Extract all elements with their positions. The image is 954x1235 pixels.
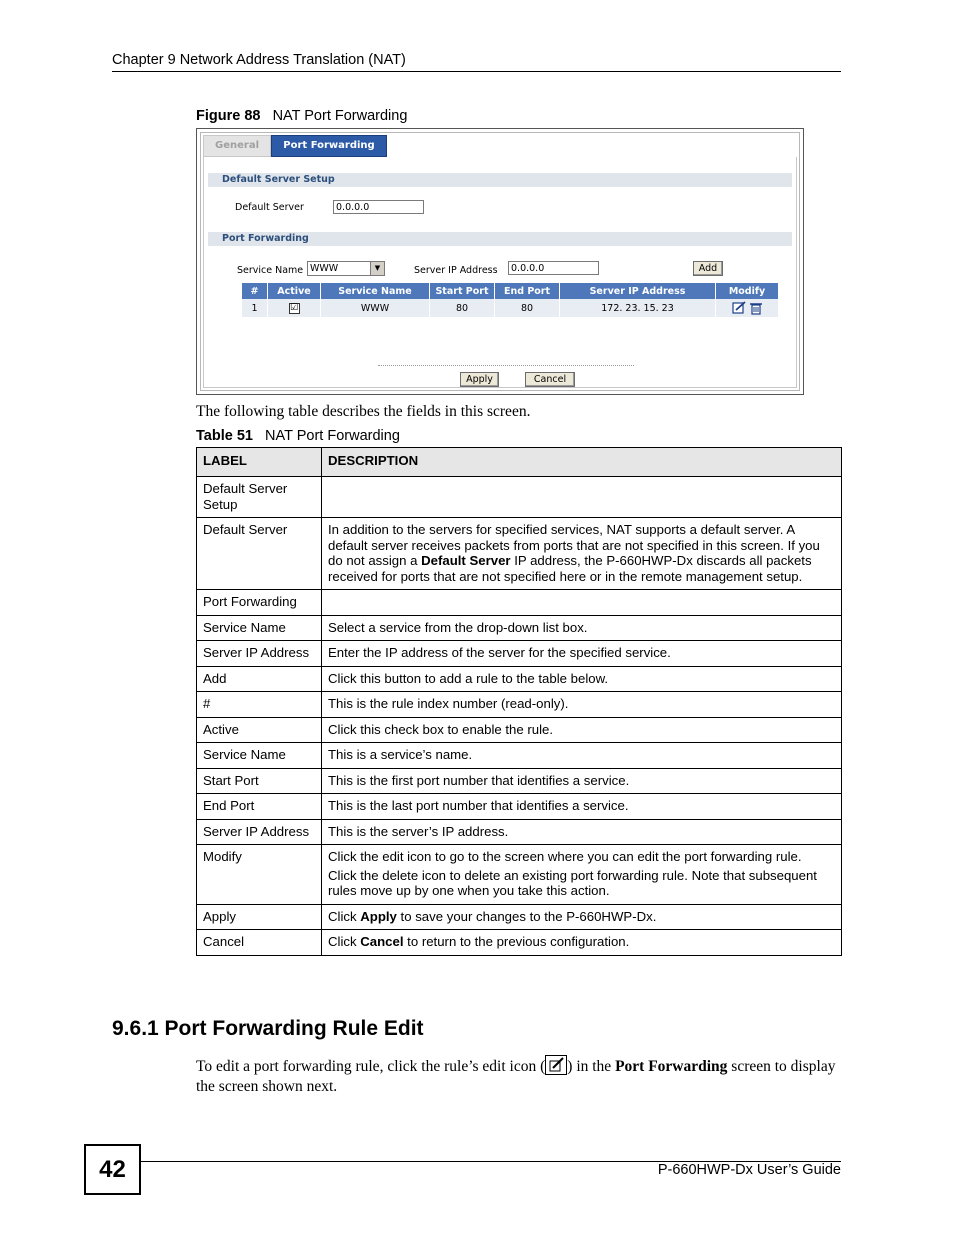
- description-paragraph: [328, 620, 836, 636]
- description-paragraph: [328, 849, 836, 865]
- port-forwarding-band: Port Forwarding: [208, 232, 792, 246]
- table-caption: [196, 428, 400, 444]
- intro-text: The following table describes the fields in this screen.: [196, 403, 531, 420]
- table-row: [242, 299, 778, 317]
- description-table-header: [197, 448, 842, 477]
- table-row: [197, 477, 842, 518]
- table-row: [197, 845, 842, 905]
- description-paragraph: [328, 798, 836, 814]
- description-text: Click this button to add a rule to the table below.: [328, 670, 609, 686]
- label-header: LABEL: [197, 448, 322, 477]
- description-paragraph: [328, 722, 836, 738]
- col-server-ip: Server IP Address: [560, 283, 716, 299]
- table-row: [197, 930, 842, 956]
- description-text: In addition to the servers for specified services, NAT supports a default server. A default server receives packets from ports that are not specified in this screen. If you do not assign a: [328, 522, 820, 568]
- row-label: Service Name: [197, 615, 322, 641]
- description-bold: Cancel: [360, 934, 404, 949]
- description-text: This is the rule index number (read-only).: [328, 696, 569, 711]
- row-description: [322, 930, 842, 956]
- add-button[interactable]: Add: [693, 261, 723, 276]
- description-paragraph: [328, 645, 836, 661]
- row-description: [322, 845, 842, 905]
- table-row: [197, 615, 842, 641]
- table-row: [197, 518, 842, 590]
- row-description: [322, 904, 842, 930]
- figure-title: NAT Port Forwarding: [272, 108, 408, 124]
- default-server-input[interactable]: 0.0.0.0: [333, 200, 424, 214]
- row-label: Server IP Address: [197, 641, 322, 667]
- description-text: Click: [328, 908, 361, 924]
- row-server-ip: 172. 23. 15. 23: [560, 299, 716, 317]
- description-text: This is the first port number that identifies a service.: [328, 772, 630, 788]
- description-bold: Default Server: [421, 553, 511, 568]
- separator-line: [378, 365, 634, 366]
- row-description: [322, 692, 842, 718]
- apply-button[interactable]: Apply: [460, 372, 499, 387]
- service-name-value: WWW: [310, 263, 339, 274]
- row-label: #: [197, 692, 322, 718]
- screen-frame: [200, 132, 800, 391]
- description-text: This is the server’s IP address.: [328, 823, 509, 839]
- row-description: [322, 590, 842, 616]
- description-text: Select a service from the drop-down list box.: [328, 619, 588, 635]
- row-description: [322, 518, 842, 590]
- table-row: [197, 743, 842, 769]
- row-description: [322, 794, 842, 820]
- nat-port-forwarding-screenshot: [196, 128, 804, 395]
- col-active: Active: [268, 283, 321, 299]
- row-label: Apply: [197, 904, 322, 930]
- table-row: [197, 666, 842, 692]
- cancel-button[interactable]: Cancel: [525, 372, 575, 387]
- description-text: Click: [328, 934, 361, 949]
- description-text: IP address, the P-660HWP-Dx discards all packets received for ports that are not specified here or in the remote management setup.: [328, 553, 812, 584]
- delete-icon[interactable]: [750, 304, 762, 314]
- page-number: 42: [84, 1144, 141, 1195]
- figure-number: Figure 88: [196, 108, 261, 124]
- description-paragraph: [328, 909, 836, 925]
- row-description: [322, 666, 842, 692]
- row-service: WWW: [321, 299, 430, 317]
- col-modify: Modify: [716, 283, 779, 299]
- default-server-setup-band: Default Server Setup: [208, 173, 792, 187]
- description-text: to save your changes to the P-660HWP-Dx.: [396, 908, 657, 924]
- service-name-select[interactable]: [307, 261, 385, 276]
- row-label: End Port: [197, 794, 322, 820]
- rules-table-header: [242, 283, 778, 299]
- col-service-name: Service Name: [321, 283, 430, 299]
- server-ip-label: Server IP Address: [414, 265, 498, 276]
- row-label: Active: [197, 717, 322, 743]
- row-description: [322, 717, 842, 743]
- chevron-down-icon: ▼: [370, 262, 384, 275]
- row-label: Cancel: [197, 930, 322, 956]
- row-end-port: 80: [495, 299, 560, 317]
- col-index: #: [242, 283, 268, 299]
- description-paragraph: [328, 934, 836, 950]
- guide-title: P-660HWP-Dx User’s Guide: [657, 1162, 841, 1178]
- description-paragraph: [328, 671, 836, 687]
- rules-table: [242, 283, 778, 317]
- col-start-port: Start Port: [430, 283, 495, 299]
- default-server-label: Default Server: [235, 202, 304, 213]
- row-label: Service Name: [197, 743, 322, 769]
- row-description: [322, 477, 842, 518]
- col-end-port: End Port: [495, 283, 560, 299]
- table-row: [197, 590, 842, 616]
- table-row: [197, 819, 842, 845]
- row-description: [322, 641, 842, 667]
- running-header: Chapter 9 Network Address Translation (NAT): [112, 52, 406, 68]
- body-text-middle: ) in the: [567, 1058, 616, 1075]
- active-checkbox[interactable]: ☑: [289, 302, 299, 313]
- description-table: [196, 447, 842, 956]
- row-index: 1: [242, 299, 268, 317]
- edit-icon[interactable]: [733, 302, 745, 313]
- description-paragraph: [328, 522, 836, 584]
- row-start-port: 80: [430, 299, 495, 317]
- description-text: Click this check box to enable the rule.: [328, 721, 554, 737]
- row-label: Default Server: [197, 518, 322, 590]
- description-paragraph: [328, 773, 836, 789]
- table-row: [197, 904, 842, 930]
- description-text: to return to the previous configuration.: [403, 934, 630, 949]
- row-label: Default Server Setup: [197, 477, 322, 518]
- header-rule: [112, 71, 841, 72]
- server-ip-input[interactable]: 0.0.0.0: [508, 261, 599, 275]
- row-label: Port Forwarding: [197, 590, 322, 616]
- table-row: [197, 717, 842, 743]
- table-title: NAT Port Forwarding: [265, 428, 400, 444]
- description-paragraph: [328, 696, 836, 712]
- row-description: [322, 768, 842, 794]
- tab-port-forwarding[interactable]: Port Forwarding: [271, 135, 387, 157]
- table-row: [197, 794, 842, 820]
- description-text: This is the last port number that identifies a service.: [328, 798, 629, 813]
- description-paragraph: [328, 824, 836, 840]
- tab-general[interactable]: General: [203, 135, 271, 157]
- row-label: Server IP Address: [197, 819, 322, 845]
- description-bold: Apply: [360, 908, 397, 924]
- description-text: Enter the IP address of the server for the specified service.: [328, 645, 671, 660]
- table-number: Table 51: [196, 428, 253, 444]
- description-header: DESCRIPTION: [322, 448, 842, 477]
- section-title: 9.6.1 Port Forwarding Rule Edit: [112, 1017, 424, 1040]
- row-label: Add: [197, 666, 322, 692]
- service-name-label: Service Name: [237, 265, 304, 276]
- figure-caption: [196, 108, 407, 124]
- row-active[interactable]: [268, 299, 321, 317]
- modify-icons: [730, 301, 764, 315]
- row-description: [322, 819, 842, 845]
- row-label: Modify: [197, 845, 322, 905]
- row-description: [322, 615, 842, 641]
- row-modify: [716, 299, 779, 317]
- tab-panel: [203, 157, 797, 388]
- body-text-start: To edit a port forwarding rule, click the rule’s edit icon (: [196, 1058, 546, 1075]
- table-row: [197, 641, 842, 667]
- description-text: Click the delete icon to delete an existing port forwarding rule. Note that subsequent rules move up by one when you take this action.: [328, 867, 817, 898]
- edit-icon: [545, 1055, 567, 1075]
- description-paragraph: [328, 747, 836, 763]
- section-body: [196, 1057, 842, 1097]
- description-paragraph: [328, 868, 836, 899]
- table-row: [197, 692, 842, 718]
- description-text: Click the edit icon to go to the screen where you can edit the port forwarding rule.: [328, 849, 802, 864]
- table-row: [197, 768, 842, 794]
- description-text: This is a service’s name.: [328, 747, 473, 762]
- body-text-end: screen to display the screen shown next.: [196, 1058, 836, 1096]
- row-description: [322, 743, 842, 769]
- row-label: Start Port: [197, 768, 322, 794]
- body-text-bold: Port Forwarding: [615, 1058, 728, 1075]
